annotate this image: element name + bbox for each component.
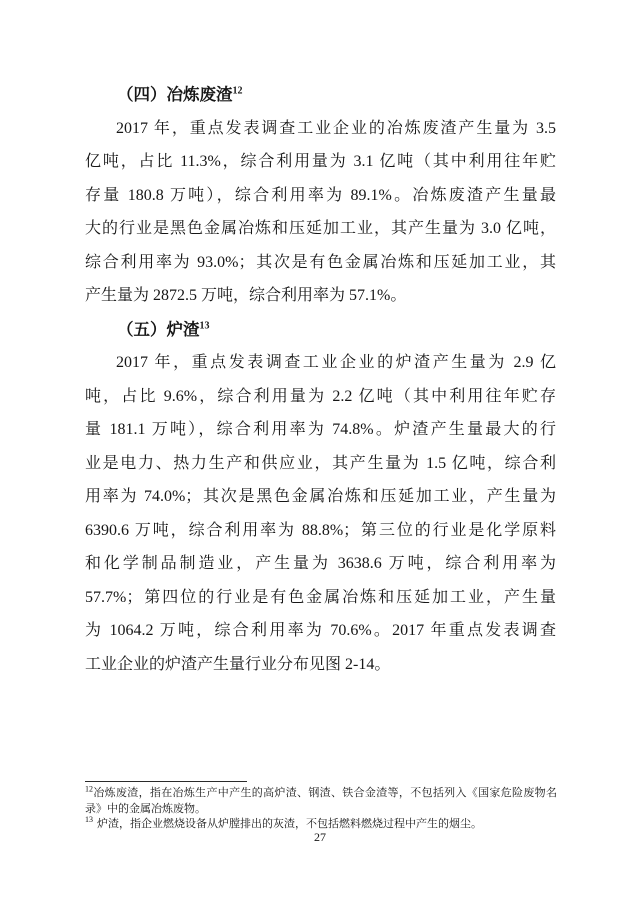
paragraph-line: 亿吨，占比 11.3%，综合利用量为 3.1 亿吨（其中利用往年贮 [85, 153, 556, 170]
footnote-ref-marker: 13 [199, 320, 210, 331]
footnotes [85, 786, 557, 833]
paragraph-line: 大的行业是黑色金属冶炼和压延加工业，其产生量为 3.0 亿吨， [85, 220, 556, 237]
paragraph-line: 用率为 74.0%；其次是黑色金属冶炼和压延加工业，产生量为 [85, 488, 556, 505]
paragraph-line: 和化学制品制造业，产生量为 3638.6 万吨，综合利用率为 [85, 555, 556, 572]
paragraph-line: 工业企业的炉渣产生量行业分布见图 2-14。 [85, 655, 391, 673]
footnote-number: 12 [85, 784, 93, 794]
section-heading [85, 78, 556, 112]
paragraph-line: 存量 180.8 万吨），综合利用率为 89.1%。冶炼废渣产生量最 [85, 186, 556, 204]
paragraph-line: 产生量为 2872.5 万吨，综合利用率为 57.1%。 [85, 287, 407, 304]
footnote-text: 冶炼废渣，指在冶炼生产中产生的高炉渣、钢渣、铁合金渣等，不包括列入《国家危险废物名录》中的金属冶炼废物。 [85, 787, 557, 815]
page-number: 27 [314, 830, 326, 844]
footnote-separator [85, 781, 247, 782]
paragraph-line: 为 1064.2 万吨，综合利用率为 70.6%。2017 年重点发表调查 [85, 622, 556, 639]
paragraph-line: 2017 年，重点发表调查工业企业的冶炼废渣产生量为 3.5 [116, 119, 556, 137]
document-body [85, 78, 556, 681]
footnote-ref-marker: 12 [232, 85, 243, 97]
paragraph-line: 业是电力、热力生产和供应业，其产生量为 1.5 亿吨，综合利 [85, 454, 556, 472]
heading-text: （五）炉渣 [117, 319, 200, 339]
section-smelting-waste [85, 78, 556, 313]
section-furnace-slag [85, 313, 556, 682]
paragraph [85, 112, 556, 313]
paragraph-line: 2017 年，重点发表调查工业企业的炉渣产生量为 2.9 亿 [116, 354, 556, 371]
footnote-number: 13 [85, 815, 93, 825]
paragraph-line: 57.7%；第四位的行业是有色金属冶炼和压延加工业，产生量 [85, 588, 556, 606]
footnote-text: 炉渣，指企业燃烧设备从炉膛排出的灰渣，不包括燃料燃烧过程中产生的烟尘。 [97, 818, 482, 830]
paragraph [85, 346, 556, 681]
footnote-item [85, 786, 557, 817]
paragraph-line: 综合利用率为 93.0%；其次是有色金属冶炼和压延加工业，其 [85, 253, 556, 271]
paragraph-line: 6390.6 万吨，综合利用率为 88.8%；第三位的行业是化学原料 [85, 521, 556, 539]
heading-text: （四）冶炼废渣 [117, 85, 233, 104]
paragraph-line: 量 181.1 万吨），综合利用率为 74.8%。炉渣产生量最大的行 [85, 421, 556, 438]
section-heading [85, 313, 556, 347]
paragraph-line: 吨，占比 9.6%，综合利用量为 2.2 亿吨（其中利用往年贮存 [85, 387, 556, 405]
